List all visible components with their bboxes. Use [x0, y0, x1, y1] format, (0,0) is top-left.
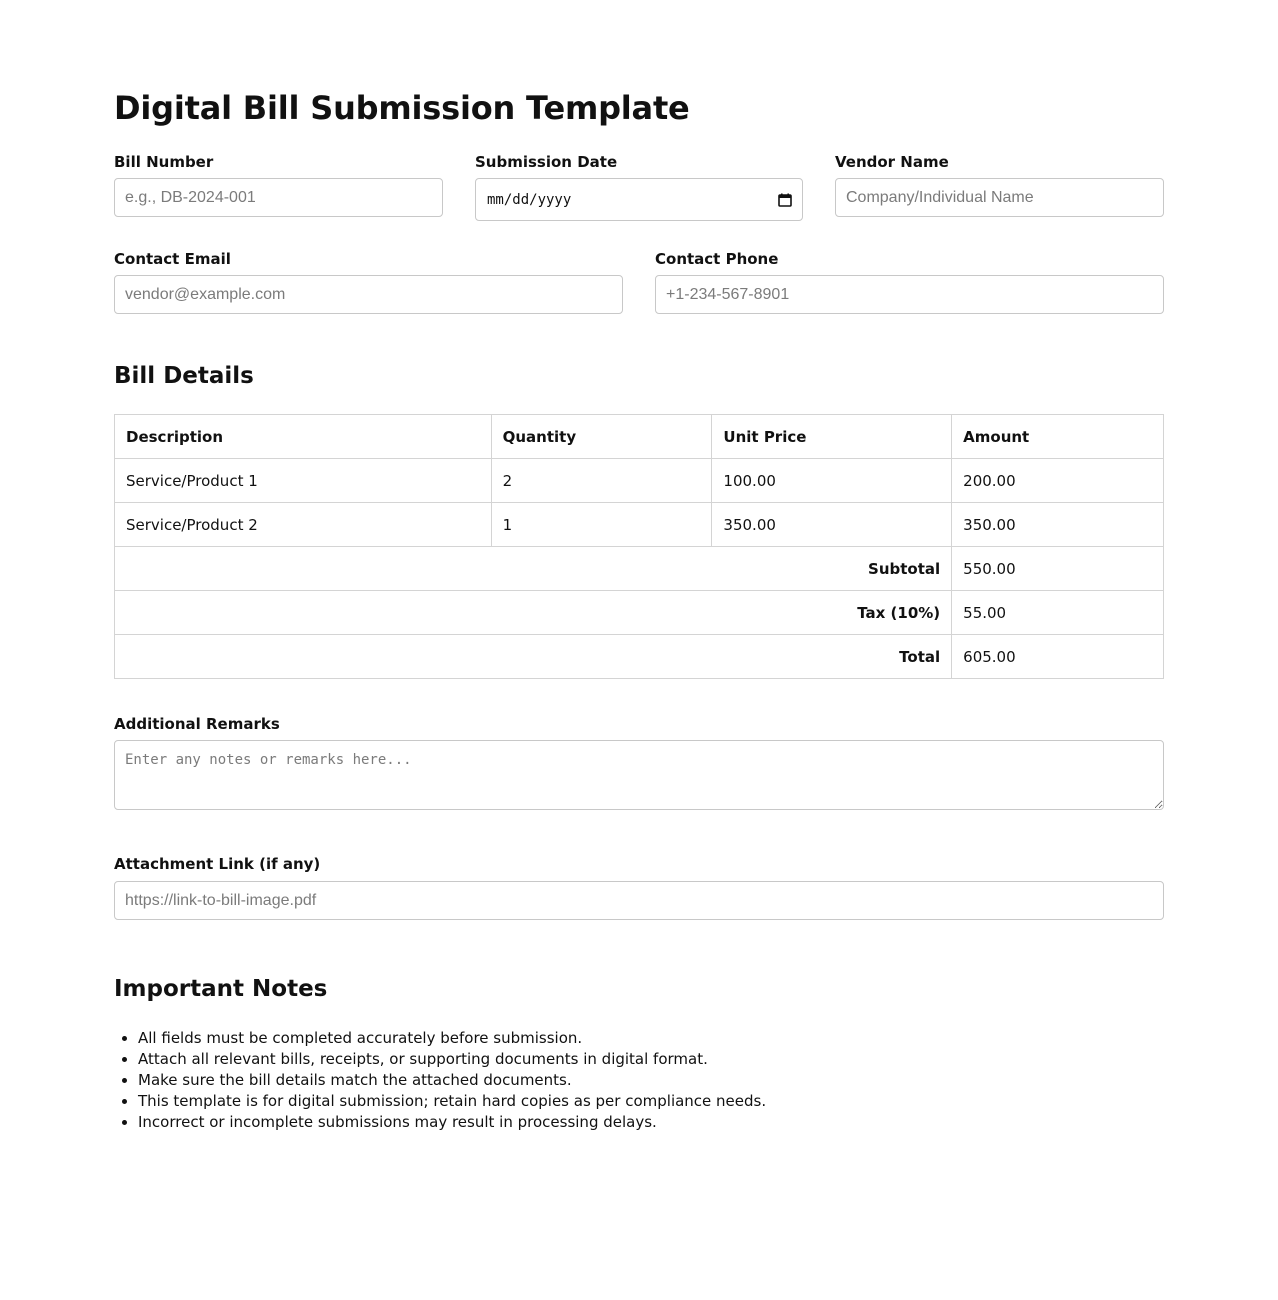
- submission-date-value: mm/dd/yyyy: [487, 191, 572, 208]
- page-title: Digital Bill Submission Template: [114, 89, 690, 127]
- description-cell: Service/Product 1: [115, 459, 492, 503]
- important-notes-list: [114, 1028, 766, 1133]
- remarks-label: Additional Remarks: [114, 715, 280, 733]
- table-row: [115, 503, 1164, 547]
- vendor-name-input[interactable]: [835, 178, 1164, 217]
- contact-email-label: Contact Email: [114, 250, 231, 268]
- important-notes-heading: Important Notes: [114, 976, 328, 1002]
- contact-phone-label: Contact Phone: [655, 250, 779, 268]
- column-header: Description: [115, 415, 492, 459]
- tax-label: Tax (10%): [115, 591, 952, 635]
- column-header: Unit Price: [712, 415, 952, 459]
- submission-date-input[interactable]: [475, 178, 803, 221]
- list-item: • Make sure the bill details match the attached documents.: [138, 1070, 766, 1091]
- list-item: • Incorrect or incomplete submissions may result in processing delays.: [138, 1112, 766, 1133]
- bill-details-table: [114, 414, 1164, 679]
- tax-row: [115, 591, 1164, 635]
- total-row: [115, 635, 1164, 679]
- description-cell: Service/Product 2: [115, 503, 492, 547]
- subtotal-value: 550.00: [952, 547, 1164, 591]
- subtotal-row: [115, 547, 1164, 591]
- column-header: Quantity: [491, 415, 712, 459]
- quantity-cell: 2: [491, 459, 712, 503]
- list-item: • All fields must be completed accurately before submission.: [138, 1028, 766, 1049]
- table-row: [115, 459, 1164, 503]
- attachment-label: Attachment Link (if any): [114, 855, 321, 873]
- calendar-icon[interactable]: [778, 193, 792, 207]
- bill-details-heading: Bill Details: [114, 363, 254, 389]
- vendor-name-label: Vendor Name: [835, 153, 949, 171]
- list-item: • This template is for digital submission; retain hard copies as per compliance needs.: [138, 1091, 766, 1112]
- unit-price-cell: 350.00: [712, 503, 952, 547]
- contact-email-input[interactable]: [114, 275, 623, 314]
- total-value: 605.00: [952, 635, 1164, 679]
- remarks-textarea[interactable]: [114, 740, 1164, 810]
- bill-number-label: Bill Number: [114, 153, 214, 171]
- quantity-cell: 1: [491, 503, 712, 547]
- subtotal-label: Subtotal: [115, 547, 952, 591]
- amount-cell: 200.00: [952, 459, 1164, 503]
- submission-date-label: Submission Date: [475, 153, 618, 171]
- unit-price-cell: 100.00: [712, 459, 952, 503]
- table-header-row: [115, 415, 1164, 459]
- tax-value: 55.00: [952, 591, 1164, 635]
- contact-phone-input[interactable]: [655, 275, 1164, 314]
- attachment-link-input[interactable]: [114, 881, 1164, 920]
- amount-cell: 350.00: [952, 503, 1164, 547]
- list-item: • Attach all relevant bills, receipts, or supporting documents in digital format.: [138, 1049, 766, 1070]
- total-label: Total: [115, 635, 952, 679]
- column-header: Amount: [952, 415, 1164, 459]
- bill-number-input[interactable]: [114, 178, 443, 217]
